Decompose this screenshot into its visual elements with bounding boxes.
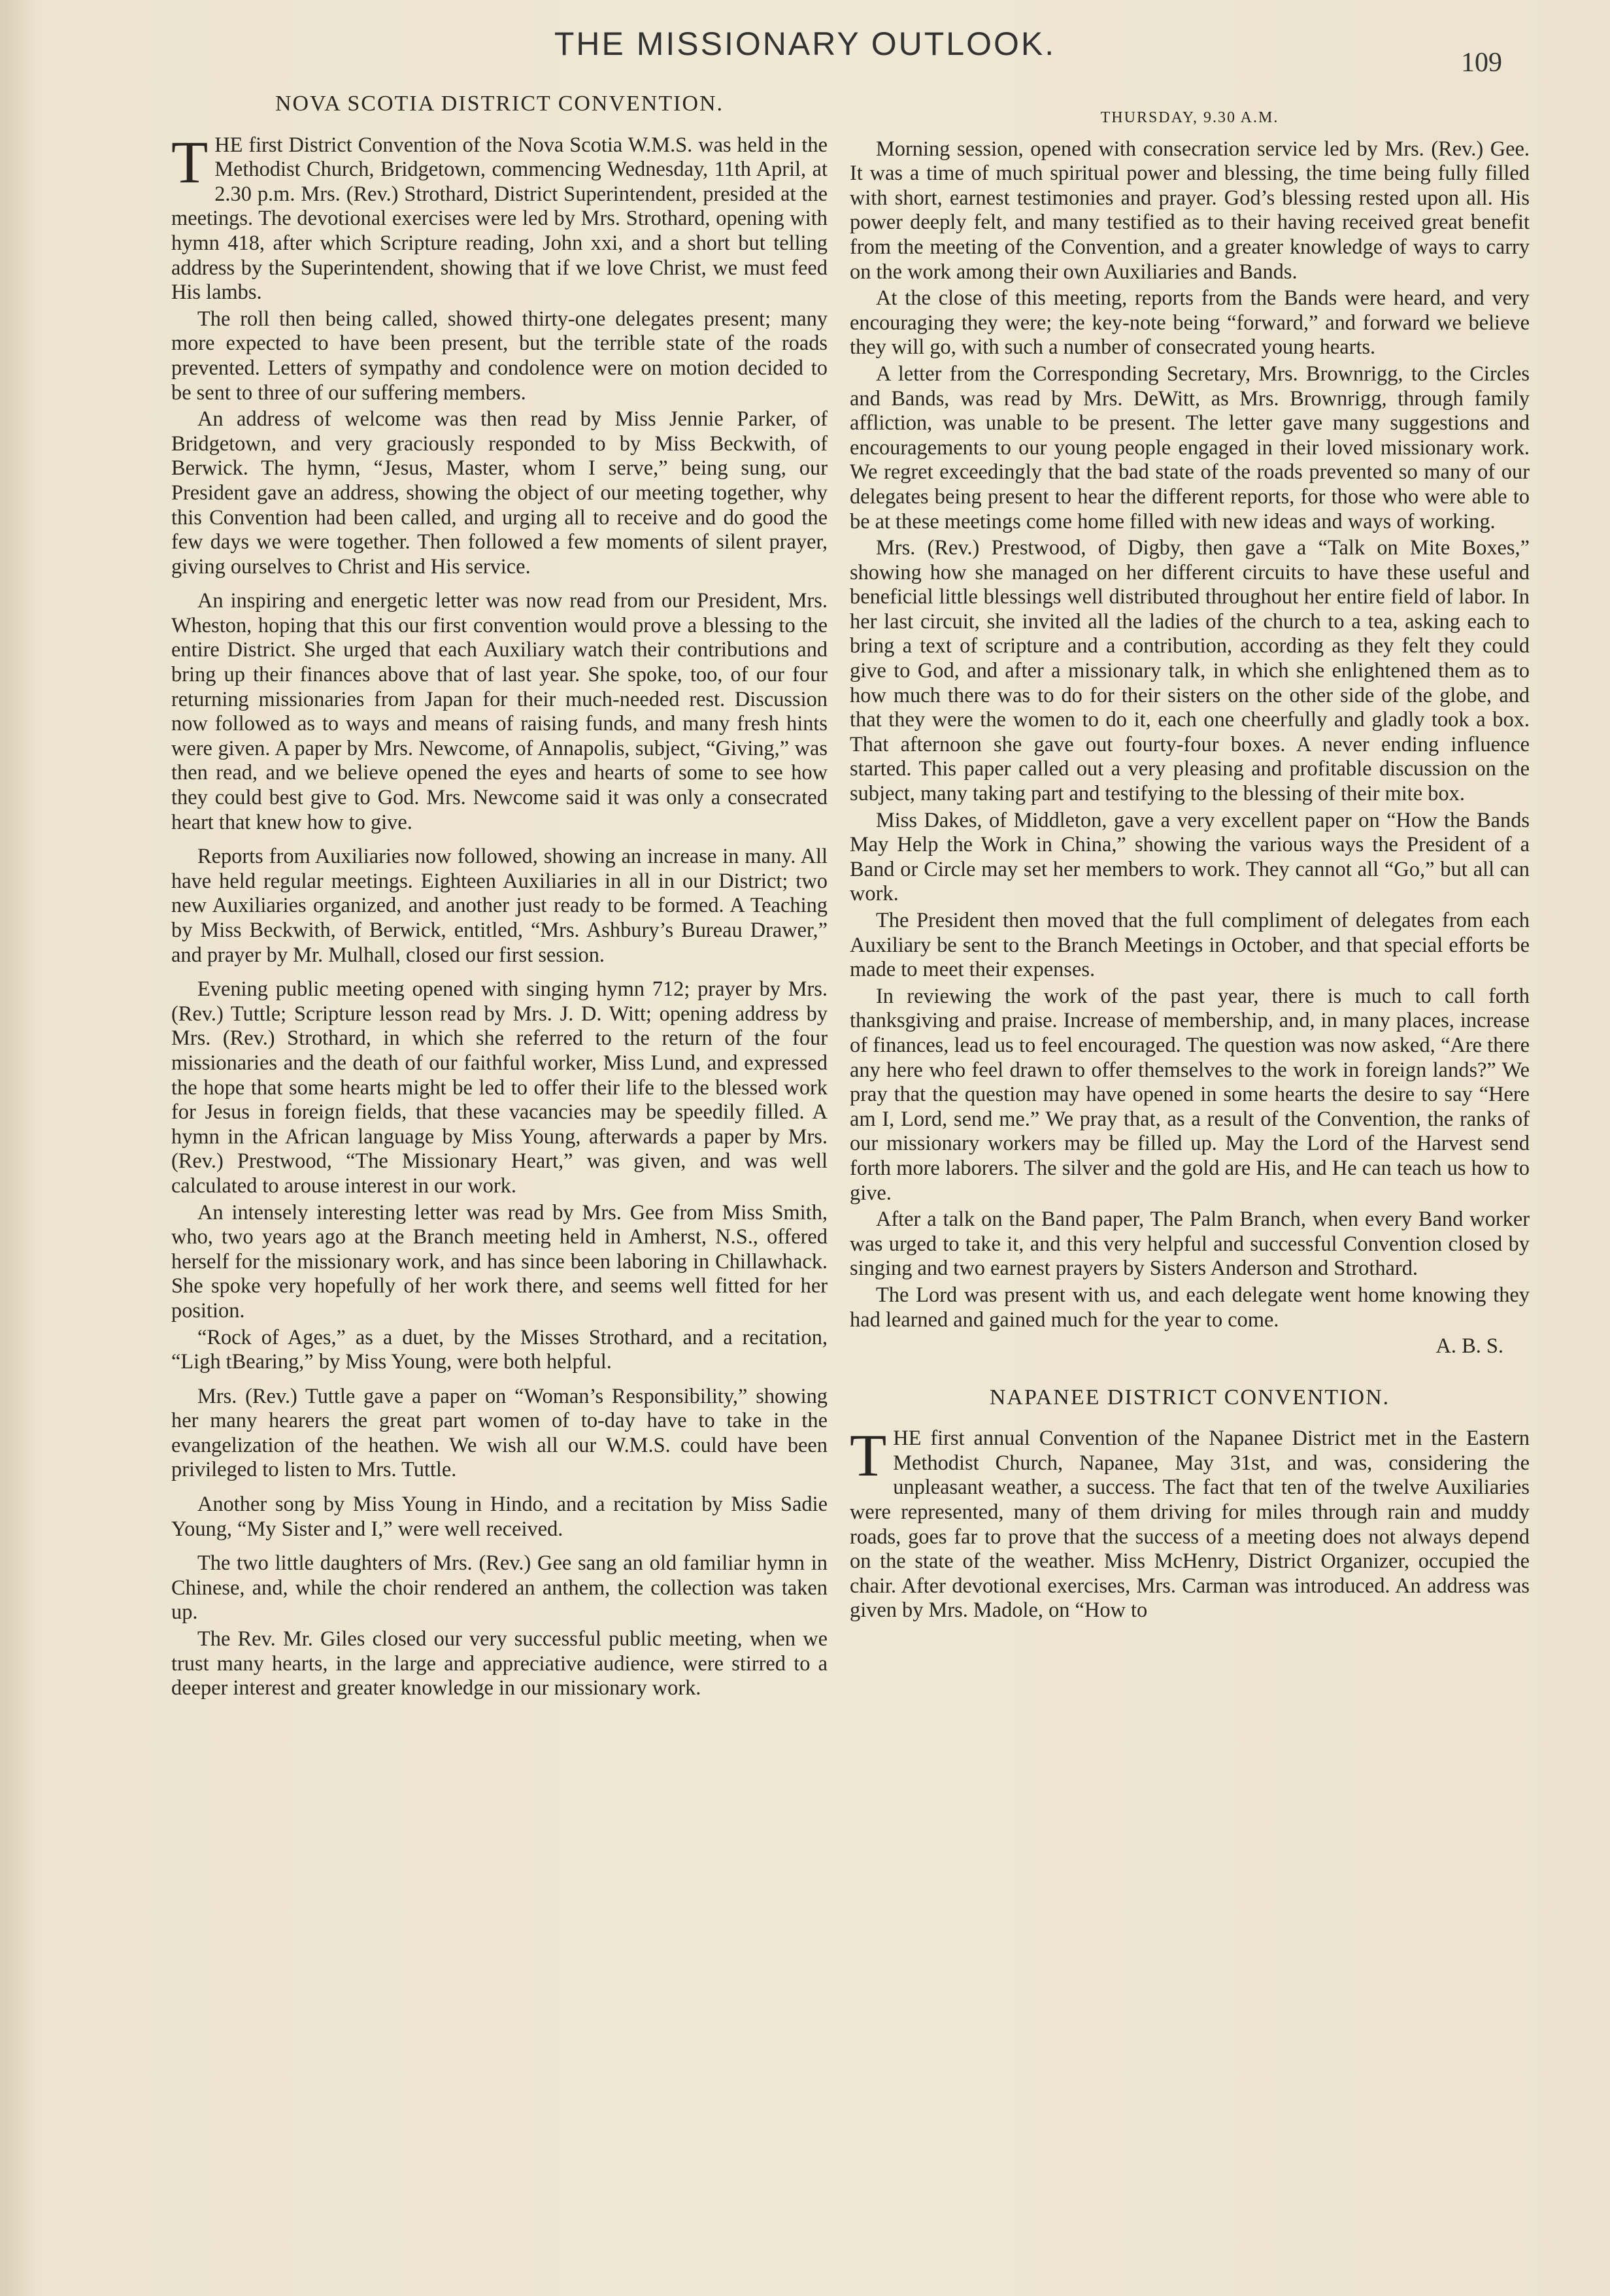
article-paragraph: The two little daughters of Mrs. (Rev.) Gee sang an old familiar hymn in Chinese, and, while the choir rendered an anthem, the collection was taken up. [171, 1551, 828, 1625]
article-paragraph: In reviewing the work of the past year, there is much to call forth thanksgiving and praise. Increase of membership, and, in many places, increase of finances, lead us to feel encouraged. The question was now asked, “Are there any here who feel drawn to offer themselves to the work in foreign lands?” We pray that the question may have opened in some hearts the desire to say “Here am I, Lord, send me.” We pray that, as a result of the Convention, the ranks of our missionary workers may be filled up. May the Lord of the Harvest send forth more laborers. The silver and the gold are His, and He can teach us how to give. [850, 984, 1530, 1205]
article-paragraph: An inspiring and energetic letter was now read from our President, Mrs. Wheston, hoping that this our first convention would prove a blessing to the entire District. She urged that each Auxiliary watch their contributions and bring up their finances above that of last year. She spoke, too, of our four returning missionaries from Japan for their much-needed rest. Discussion now followed as to ways and means of raising funds, and many fresh hints were given. A paper by Mrs. Newcome, of Annapolis, subject, “Giving,” was then read, and we believe opened the eyes and hearts of some to see how they could best give to God. Mrs. Newcome said it was only a consecrated heart that knew how to give. [171, 589, 828, 834]
article-paragraph: THE first annual Convention of the Napanee District met in the Eastern Methodist Church, Napanee, May 31st, and was, considering the unpleasant weather, a success. The fact that ten of the twelve Auxiliaries were represented, many of them driving for miles through rain and muddy roads, goes far to prove that the success of a meeting does not always depend on the state of the weather. Miss McHenry, District Organizer, occupied the chair. After devotional exercises, Mrs. Carman was introduced. An address was given by Mrs. Madole, on “How to [850, 1422, 1530, 1623]
right-column [850, 92, 1530, 1625]
article-paragraph: Evening public meeting opened with singing hymn 712; prayer by Mrs. (Rev.) Tuttle; Scripture lesson read by Mrs. J. D. Witt; opening address by Mrs. (Rev.) Strothard, in which she referred to the return of the four missionaries and the death of our faithful worker, Miss Lund, and expressed the hope that some hearts might be led to offer their life to the blessed work for Jesus in foreign fields, that these vacancies may be speedily filled. A hymn in the African language by Miss Young, afterwards a paper by Mrs. (Rev.) Prestwood, “The Missionary Heart,” was given, and was well calculated to arouse interest in our work. [171, 977, 828, 1198]
dropcap: T [171, 128, 209, 195]
article-title-nova-scotia: NOVA SCOTIA DISTRICT CONVENTION. [275, 92, 724, 116]
article-paragraph: Morning session, opened with consecration service led by Mrs. (Rev.) Gee. It was a time of much spiritual power and blessing, the time being fully filled with short, earnest testimonies and prayer. God’s blessing rested upon all. His power deeply felt, and many testified as to their having received great benefit from the meeting of the Convention, and a greater knowledge of ways to carry on the work among their own Auxiliaries and Bands. [850, 137, 1530, 284]
thursday-heading: THURSDAY, 9.30 A.M. [1100, 109, 1279, 126]
article-paragraph: “Rock of Ages,” as a duet, by the Misses Strothard, and a recitation, “Ligh tBearing,” by Miss Young, were both helpful. [171, 1325, 828, 1374]
dropcap: T [850, 1422, 887, 1489]
article-paragraph: An intensely interesting letter was read by Mrs. Gee from Miss Smith, who, two years ago at the Branch meeting held in Amherst, N.S., offered herself for the missionary work, and has since been laboring in Chillawhack. She spoke very hopefully of her work there, and seems well fitted for her position. [171, 1200, 828, 1323]
left-column [171, 92, 828, 1703]
article-paragraph: The President then moved that the full compliment of delegates from each Auxiliary be sent to the Branch Meetings in October, and that special efforts be made to meet their expenses. [850, 909, 1530, 982]
article-paragraph: The roll then being called, showed thirty-one delegates present; many more expected to have been present, but the terrible state of the roads prevented. Letters of sympathy and condolence were on motion decided to be sent to three of our suffering members. [171, 307, 828, 405]
masthead: THE MISSIONARY OUTLOOK. [554, 25, 1056, 62]
article-paragraph: Another song by Miss Young in Hindo, and a recitation by Miss Sadie Young, “My Sister and I,” were well received. [171, 1493, 828, 1541]
article-paragraph: The Rev. Mr. Giles closed our very successful public meeting, when we trust many hearts, in the large and appreciative audience, were stirred to a deeper interest and greater knowledge in our missionary work. [171, 1627, 828, 1700]
article-paragraph: Miss Dakes, of Middleton, gave a very excellent paper on “How the Bands May Help the Work in China,” showing the various ways the President of a Band or Circle may set her members to work. They cannot all “Go,” but all can work. [850, 808, 1530, 906]
article-paragraph: THE first District Convention of the Nova Scotia W.M.S. was held in the Methodist Church, Bridgetown, commencing Wednesday, 11th April, at 2.30 p.m. Mrs. (Rev.) Strothard, District Superintendent, presided at the meetings. The devotional exercises were led by Mrs. Strothard, opening with hymn 418, after which Scripture reading, John xxi, and a short but telling address by the Superintendent, showing that if we love Christ, we must feed His lambs. [171, 128, 828, 305]
article-paragraph: At the close of this meeting, reports from the Bands were heard, and very encouraging they were; the key-note being “forward,” and forward we believe they will go, with such a number of consecrated young hearts. [850, 286, 1530, 360]
article-paragraph: After a talk on the Band paper, The Palm Branch, when every Band worker was urged to take it, and this very helpful and successful Convention closed by singing and two earnest prayers by Sisters Anderson and Strothard. [850, 1207, 1530, 1281]
article-title-napanee: NAPANEE DISTRICT CONVENTION. [989, 1385, 1390, 1410]
signature: A. B. S. [1435, 1334, 1503, 1359]
article-paragraph: Reports from Auxiliaries now followed, showing an increase in many. All have held regular meetings. Eighteen Auxiliaries in all in our District; two new Auxiliaries organized, and another just ready to be formed. A Teaching by Miss Beckwith, of Berwick, entitled, “Mrs. Ashbury’s Bureau Drawer,” and prayer by Mr. Mulhall, closed our first session. [171, 845, 828, 967]
article-paragraph: Mrs. (Rev.) Prestwood, of Digby, then gave a “Talk on Mite Boxes,” showing how she managed on her different circuits to have these useful and beneficial little blessings well distributed throughout her entire field of labor. In her last circuit, she invited all the ladies of the church to a tea, asking each to bring a text of scripture and a contribution, according as they felt they could give to God, and after a missionary talk, in which she enlightened them as to how much there was to do for their sisters on the other side of the globe, and that they were the women to do it, each one cheerfully and gladly took a box. That afternoon she gave out fourty-four boxes. A never ending influence started. This paper called out a very pleasing and profitable discussion on the subject, many taking part and testifying to the blessing of their mite box. [850, 536, 1530, 806]
page-number: 109 [1461, 48, 1502, 78]
article-paragraph: The Lord was present with us, and each delegate went home knowing they had learned and gained much for the year to come. [850, 1283, 1530, 1332]
article-paragraph: A letter from the Corresponding Secretary, Mrs. Brownrigg, to the Circles and Bands, was read by Mrs. DeWitt, as Mrs. Brownrigg, through family affliction, was unable to be present. The letter gave many suggestions and encouragements to our young people engaged in their loved missionary work. We regret exceedingly that the bad state of the roads prevented so many of our delegates being present to hear the different reports, for those who were able to be at these meetings come home filled with new ideas and ways of working. [850, 362, 1530, 533]
article-paragraph: An address of welcome was then read by Miss Jennie Parker, of Bridgetown, and very graciously responded to by Miss Beckwith, of Berwick. The hymn, “Jesus, Master, whom I serve,” being sung, our President gave an address, showing the object of our meeting together, why this Convention had been called, and urging all to receive and do good the few days we were together. Then followed a few moments of silent prayer, giving ourselves to Christ and His service. [171, 407, 828, 579]
article-paragraph: Mrs. (Rev.) Tuttle gave a paper on “Woman’s Responsibility,” showing her many hearers the great part women of to-day have to take in the evangelization of the heathen. We wish all our W.M.S. could have been privileged to listen to Mrs. Tuttle. [171, 1384, 828, 1482]
